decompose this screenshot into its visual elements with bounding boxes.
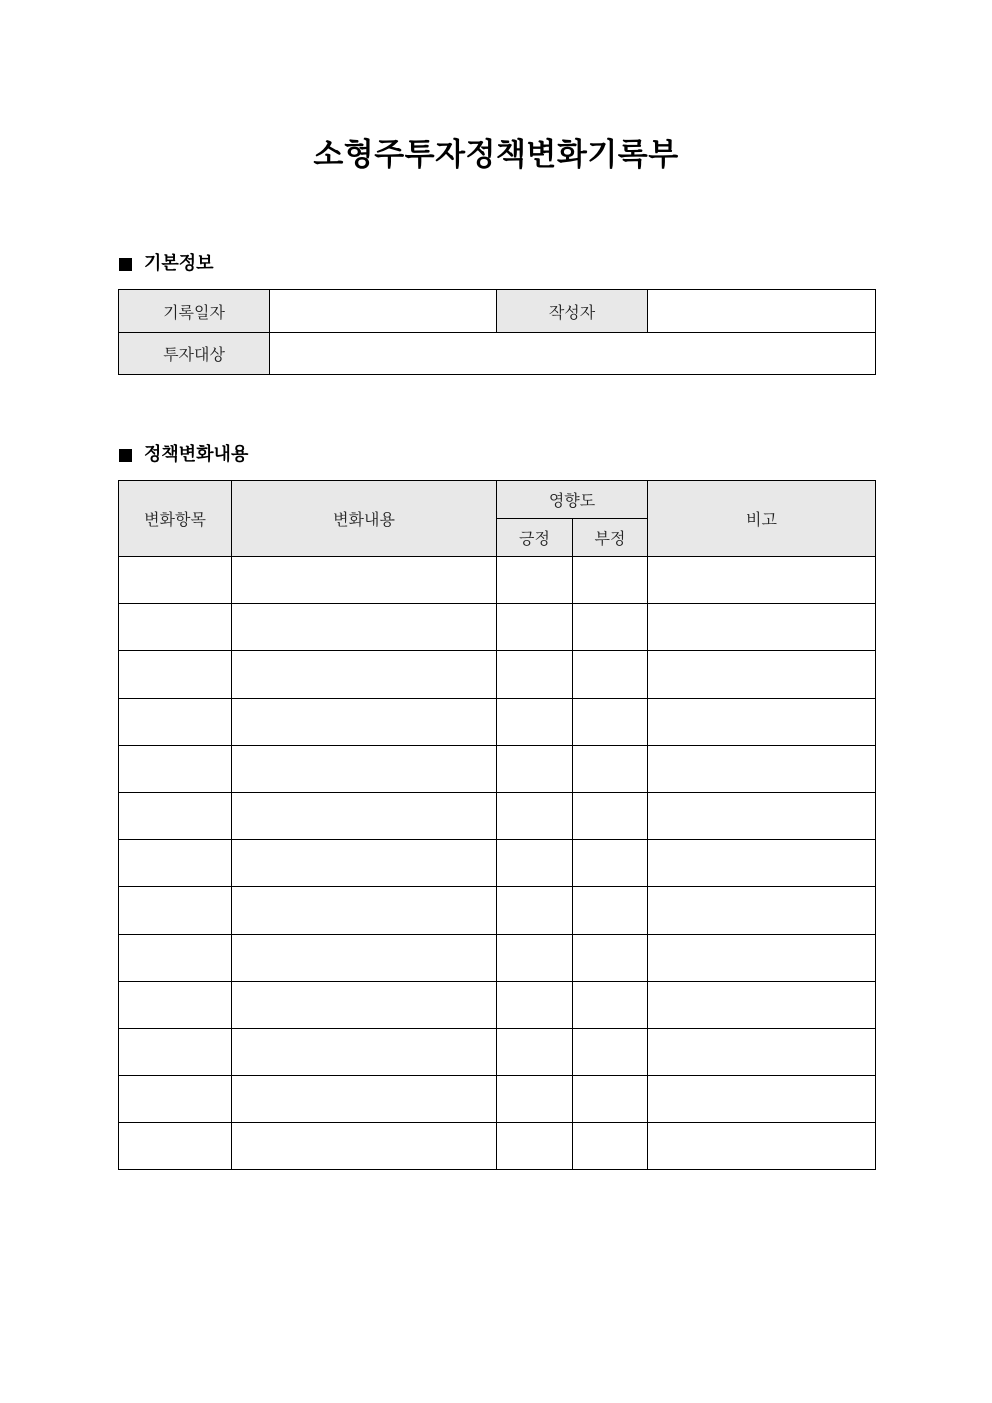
- impact-negative-cell[interactable]: [573, 651, 648, 698]
- impact-positive-cell[interactable]: [497, 604, 573, 651]
- table-header-row: [119, 481, 876, 519]
- remarks-cell[interactable]: [648, 651, 876, 698]
- change-content-cell[interactable]: [232, 1076, 497, 1123]
- investment-target-label: 투자대상: [119, 333, 270, 375]
- author-field[interactable]: [648, 290, 876, 333]
- change-item-cell[interactable]: [119, 840, 232, 887]
- change-content-cell[interactable]: [232, 745, 497, 792]
- change-item-cell[interactable]: [119, 557, 232, 604]
- impact-positive-cell[interactable]: [497, 934, 573, 981]
- remarks-cell[interactable]: [648, 1076, 876, 1123]
- change-item-cell[interactable]: [119, 1123, 232, 1170]
- impact-positive-cell[interactable]: [497, 887, 573, 934]
- change-item-cell[interactable]: [119, 604, 232, 651]
- change-item-cell[interactable]: [119, 1028, 232, 1075]
- impact-negative-cell[interactable]: [573, 557, 648, 604]
- table-row: [119, 934, 876, 981]
- remarks-cell[interactable]: [648, 792, 876, 839]
- document-title: 소형주투자정책변화기록부: [313, 137, 679, 173]
- impact-positive-cell[interactable]: [497, 792, 573, 839]
- square-bullet-icon: [119, 258, 132, 271]
- record-date-label: 기록일자: [119, 290, 270, 333]
- impact-positive-cell[interactable]: [497, 745, 573, 792]
- change-item-cell[interactable]: [119, 934, 232, 981]
- basic-info-table: [118, 289, 876, 375]
- table-row: [119, 887, 876, 934]
- table-row: [119, 604, 876, 651]
- change-content-cell[interactable]: [232, 840, 497, 887]
- remarks-cell[interactable]: [648, 1123, 876, 1170]
- impact-negative-cell[interactable]: [573, 887, 648, 934]
- section-heading-label: 기본정보: [144, 253, 214, 274]
- section-heading-basic-info: [119, 252, 214, 276]
- change-content-cell[interactable]: [232, 651, 497, 698]
- change-content-cell[interactable]: [232, 604, 497, 651]
- column-header-content: 변화내용: [232, 481, 497, 557]
- change-item-cell[interactable]: [119, 887, 232, 934]
- column-header-positive: 긍정: [497, 519, 573, 557]
- table-row: [119, 1076, 876, 1123]
- change-item-cell[interactable]: [119, 745, 232, 792]
- investment-target-field[interactable]: [270, 333, 876, 375]
- impact-positive-cell[interactable]: [497, 651, 573, 698]
- impact-negative-cell[interactable]: [573, 792, 648, 839]
- impact-negative-cell[interactable]: [573, 604, 648, 651]
- remarks-cell[interactable]: [648, 745, 876, 792]
- remarks-cell[interactable]: [648, 887, 876, 934]
- change-content-cell[interactable]: [232, 981, 497, 1028]
- change-item-cell[interactable]: [119, 698, 232, 745]
- impact-positive-cell[interactable]: [497, 1076, 573, 1123]
- column-header-impact: 영향도: [497, 481, 648, 519]
- impact-negative-cell[interactable]: [573, 1028, 648, 1075]
- remarks-cell[interactable]: [648, 1028, 876, 1075]
- section-heading-label: 정책변화내용: [144, 444, 249, 465]
- remarks-cell[interactable]: [648, 934, 876, 981]
- impact-positive-cell[interactable]: [497, 557, 573, 604]
- impact-positive-cell[interactable]: [497, 981, 573, 1028]
- change-item-cell[interactable]: [119, 1076, 232, 1123]
- change-content-cell[interactable]: [232, 887, 497, 934]
- change-item-cell[interactable]: [119, 651, 232, 698]
- section-heading-policy-changes: [119, 443, 248, 467]
- change-content-cell[interactable]: [232, 1123, 497, 1170]
- remarks-cell[interactable]: [648, 698, 876, 745]
- change-content-cell[interactable]: [232, 934, 497, 981]
- table-row: [119, 557, 876, 604]
- policy-changes-table: [118, 480, 876, 1170]
- table-row: [119, 792, 876, 839]
- change-item-cell[interactable]: [119, 981, 232, 1028]
- change-content-cell[interactable]: [232, 557, 497, 604]
- author-label: 작성자: [497, 290, 648, 333]
- change-content-cell[interactable]: [232, 1028, 497, 1075]
- record-date-field[interactable]: [270, 290, 497, 333]
- impact-positive-cell[interactable]: [497, 1028, 573, 1075]
- remarks-cell[interactable]: [648, 557, 876, 604]
- impact-negative-cell[interactable]: [573, 745, 648, 792]
- impact-positive-cell[interactable]: [497, 1123, 573, 1170]
- table-row: [119, 840, 876, 887]
- table-row: [119, 290, 876, 333]
- table-row: [119, 745, 876, 792]
- column-header-negative: 부정: [573, 519, 648, 557]
- impact-positive-cell[interactable]: [497, 698, 573, 745]
- remarks-cell[interactable]: [648, 604, 876, 651]
- impact-negative-cell[interactable]: [573, 934, 648, 981]
- impact-negative-cell[interactable]: [573, 1076, 648, 1123]
- remarks-cell[interactable]: [648, 840, 876, 887]
- column-header-item: 변화항목: [119, 481, 232, 557]
- change-content-cell[interactable]: [232, 698, 497, 745]
- change-content-cell[interactable]: [232, 792, 497, 839]
- table-row: [119, 651, 876, 698]
- impact-negative-cell[interactable]: [573, 1123, 648, 1170]
- impact-positive-cell[interactable]: [497, 840, 573, 887]
- table-row: [119, 1123, 876, 1170]
- change-item-cell[interactable]: [119, 792, 232, 839]
- column-header-remarks: 비고: [648, 481, 876, 557]
- impact-negative-cell[interactable]: [573, 698, 648, 745]
- table-row: [119, 333, 876, 375]
- square-bullet-icon: [119, 449, 132, 462]
- remarks-cell[interactable]: [648, 981, 876, 1028]
- table-row: [119, 1028, 876, 1075]
- impact-negative-cell[interactable]: [573, 981, 648, 1028]
- table-row: [119, 981, 876, 1028]
- impact-negative-cell[interactable]: [573, 840, 648, 887]
- table-row: [119, 698, 876, 745]
